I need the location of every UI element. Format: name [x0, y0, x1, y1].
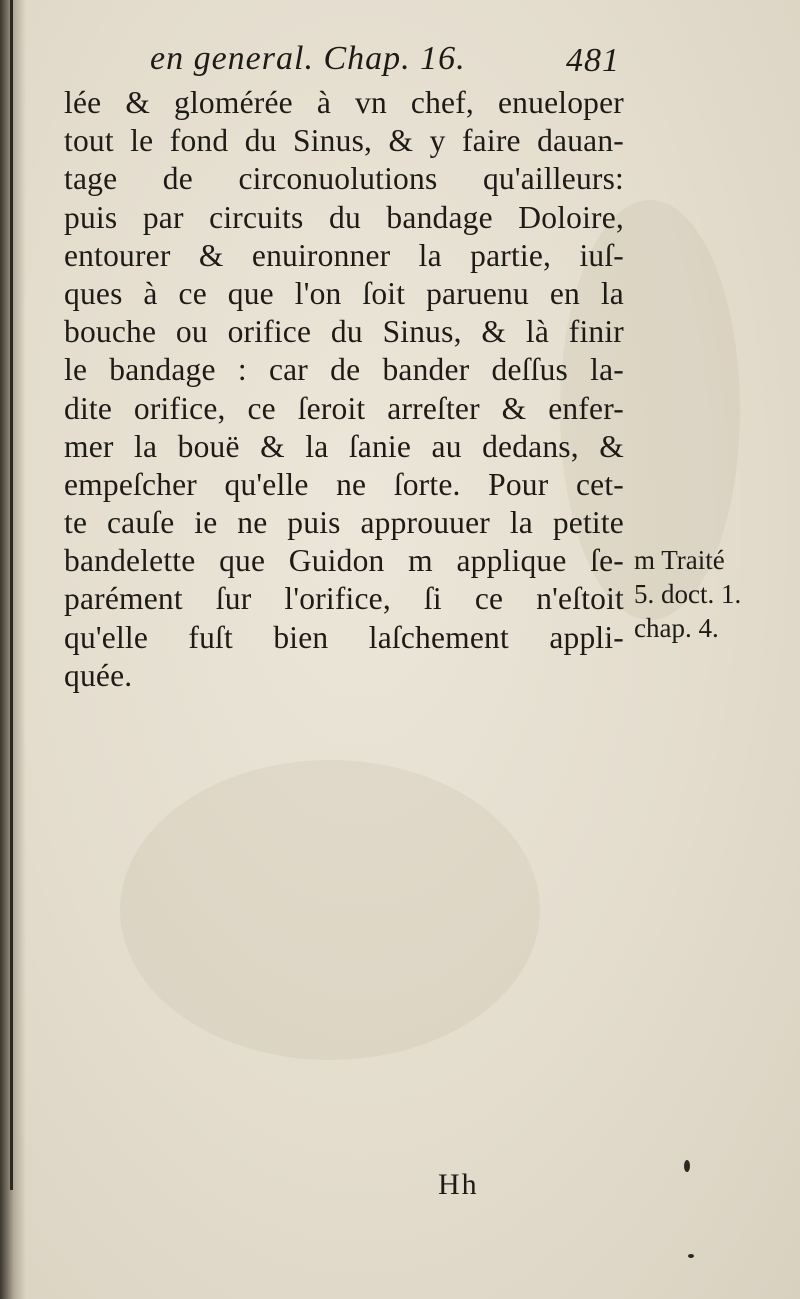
text-line: qu'elle fuſt bien laſchement appli- — [64, 619, 624, 655]
text-line: le bandage : car de bander deſſus la- — [64, 352, 624, 388]
margin-note — [634, 543, 794, 645]
binding-edge — [10, 0, 13, 1190]
ink-speck — [688, 1254, 694, 1258]
text-line: bouche ou orifice du Sinus, & là finir — [64, 314, 624, 350]
signature-mark: Hh — [438, 1168, 479, 1201]
text-line: puis par circuits du bandage Doloire, — [64, 199, 624, 235]
text-line: lée & glomérée à vn chef, enueloper — [64, 85, 624, 120]
text-line: ques à ce que l'on ſoit paruenu en la — [64, 275, 624, 311]
margin-note-line: m Traité — [634, 545, 725, 575]
margin-note-line: chap. 4. — [634, 613, 719, 643]
text-line: quée. — [64, 657, 133, 693]
text-line: te cauſe ie ne puis approuuer la petite — [64, 505, 624, 541]
text-line: tout le fond du Sinus, & y faire dauan- — [64, 123, 624, 159]
text-line: dite orifice, ce ſeroit arreſter & enfer- — [64, 390, 624, 426]
text-line: mer la bouë & la ſanie au dedans, & — [64, 428, 624, 464]
text-line: tage de circonuolutions qu'ailleurs: — [64, 161, 624, 197]
page-number: 481 — [566, 42, 620, 79]
running-head: en general. Chap. 16. — [150, 40, 466, 77]
margin-note-line: 5. doct. 1. — [634, 579, 742, 609]
text-line: empeſcher qu'elle ne ſorte. Pour cet- — [64, 466, 624, 502]
text-line: entourer & enuironner la partie, iuſ- — [64, 237, 624, 273]
body-text — [64, 84, 624, 695]
text-line: bandelette que Guidon m applique ſe- — [64, 543, 624, 579]
ink-speck — [684, 1160, 690, 1172]
page-gutter-shadow — [0, 0, 26, 1299]
paper-stain — [120, 760, 540, 1060]
text-line: parément ſur l'orifice, ſi ce n'eſtoit — [64, 581, 624, 617]
